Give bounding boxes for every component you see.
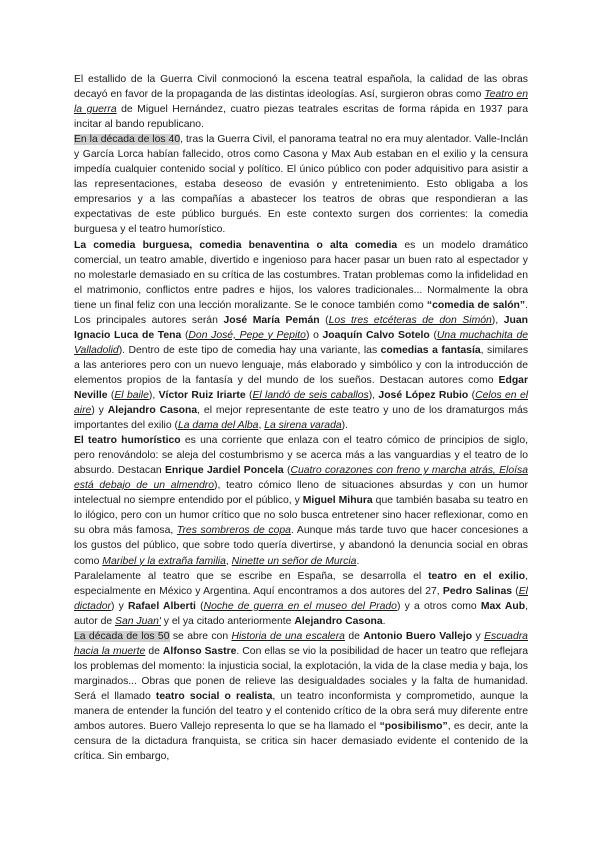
paragraph-decade-40s: En la década de los 40, tras la Guerra Civil, el panorama teatral no era muy alentador. Valle-Inclán y García Lorca habían fallecido, otros como Casona y Max Aub estaban en el exilio y la censura impedía cualquier contenido social y político. El único público con poder adquisitivo para asistir a las representaciones, estaba deseoso de evasión y entretenimiento. Esto obligaba a los empresarios y a las compañías a abastecer los teatros de obras que respondieran a las expectativas de este público burgués. En este contexto surgen dos corrientes: la comedia burguesa y el teatro humorístico.	[74, 134, 528, 236]
work-title: Los tres etcéteras de don Simón	[328, 314, 492, 326]
author-name: José María Pemán	[223, 314, 320, 326]
paragraph-teatro-exilio: Paralelamente al teatro que se escribe en España, se desarrolla el teatro en el exilio, especialmente en México y Argentina. Aquí encontramos a dos autores del 27, Pedro Salinas (El dictador) y Rafael Alberti (Noche de guerra en el museo del Prado) y a otros como Max Aub, autor de San Juan' y el ya citado anteriormente Alejandro Casona.	[74, 570, 529, 627]
author-name: Víctor Ruiz Iriarte	[158, 389, 246, 401]
bold-term: La comedia burguesa, comedia benaventina o alta comedia	[74, 239, 398, 251]
highlighted-heading: La década de los 50	[74, 630, 170, 642]
bold-term: El teatro humorístico	[74, 435, 181, 447]
work-title: El dictador	[74, 585, 528, 612]
work-title: Maribel y la extraña familia	[102, 555, 226, 567]
work-title: La sirena varada	[264, 420, 342, 432]
author-name: Antonio Buero Vallejo	[363, 630, 473, 642]
work-title: Una muchachita de Valladolid	[74, 329, 529, 356]
author-name: Alfonso Sastre	[162, 645, 237, 657]
bold-term: “posibilismo”	[379, 721, 448, 733]
author-name: Rafael Alberti	[128, 600, 196, 612]
paragraph-decade-50s: La década de los 50 se abre con Historia de una escalera de Antonio Buero Vallejo y Escuadra hacia la muerte de Alfonso Sastre. Con ellas se vio la posibilidad de hacer un teatro que reflejara los problemas del momento: la injusticia social, la explotación, la vida de la clase media y baja, los marginados... Obras que ponen de relieve las desigualdades sociales y la falta de humanidad. Será el llamado teatro social o realista, un teatro inconformista y comprometido, aunque la manera de entender la función del teatro y el contenido crítico de la obra será muy diferente entre ambos autores. Buero Vallejo representa lo que se ha llamado el “posibilismo”, es decir, ante la censura de la dictadura franquista, se critica sin hacer demasiado evidente el contenido de la crítica. Sin embargo,	[74, 630, 528, 763]
work-title: Historia de una escalera	[231, 630, 345, 642]
work-title: Teatro en la guerra	[74, 89, 528, 116]
work-title: Don José, Pepe y Pepito	[188, 329, 306, 341]
work-title: San Juan'	[115, 615, 161, 627]
body-text	[74, 72, 528, 764]
work-title: Ninette un señor de Murcia	[231, 555, 357, 567]
author-name: Enrique Jardiel Poncela	[164, 465, 284, 477]
author-name: Miguel Mihura	[302, 495, 373, 507]
work-title: Celos en el aire	[74, 389, 529, 417]
work-title: El landó de seis caballos	[252, 389, 369, 401]
author-name: Alejandro Casona	[107, 405, 198, 417]
bold-term: teatro social o realista	[155, 690, 273, 702]
bold-term: comedias a fantasía	[380, 344, 481, 356]
work-title: El baile	[114, 389, 149, 401]
paragraph-teatro-humoristico: El teatro humorístico es una corriente que enlaza con el teatro cómico de principios de siglo, pero renovándolo: se aleja del costumbrismo y se acerca más a las vanguardias y el teatro de lo absurdo. Destacan Enrique Jardiel Poncela (Cuatro corazones con freno y marcha atrás, Eloísa está debajo de un almendro), teatro cómico lleno de situaciones absurdas y con un humor intelectual no siempre entendido por el público, y Miguel Mihura que también basaba su teatro en lo ilógico, pero con un humor crítico que no solo busca entretener sino hacer reflexionar, como en su obra más famosa, Tres sombreros de copa. Aunque más tarde tuvo que hacer concesiones a los gustos del público, que sobre todo quería divertirse, y abandonó la denuncia social en obras como Maribel y la extraña familia, Ninette un señor de Murcia.	[74, 435, 529, 567]
author-name: Juan Ignacio Luca de Tena	[74, 314, 529, 341]
author-name: Pedro Salinas	[442, 585, 513, 597]
author-name: Joaquín Calvo Sotelo	[322, 329, 430, 341]
work-title: Cuatro corazones con freno y marcha atrás, Eloísa está debajo de un almendro	[74, 465, 529, 492]
work-title: Tres sombreros de copa	[176, 525, 291, 537]
work-title: Escuadra hacia la muerte	[74, 630, 528, 657]
author-name: Alejandro Casona	[294, 615, 383, 627]
paragraph-comedia-burguesa: La comedia burguesa, comedia benaventina o alta comedia es un modelo dramático comercial, un teatro amable, divertido e ingenioso para hacer pasar un buen rato al espectador y no molestarle demasiado en su crítica de las costumbres. Tratan problemas como la infidelidad en el matrimonio, conflictos entre padres e hijos, los valores tradicionales... Normalmente la obra tiene un final feliz con una lección moralizante. Se le conoce también como “comedia de salón”. Los principales autores serán José María Pemán (Los tres etcéteras de don Simón), Juan Ignacio Luca de Tena (Don José, Pepe y Pepito) o Joaquín Calvo Sotelo (Una muchachita de Valladolid). Dentro de este tipo de comedia hay una variante, las comedias a fantasía, similares a las anteriores pero con un nuevo lenguaje, más elaborado y simbólico y con la introducción de elementos propios de la fantasía y del mundo de los sueños. Destacan autores como Edgar Neville (El baile), Víctor Ruiz Iriarte (El landó de seis caballos), José López Rubio (Celos en el aire) y Alejandro Casona, el mejor representante de este teatro y uno de los dramaturgos más importantes del exilio (La dama del Alba, La sirena varada).	[74, 239, 529, 432]
author-name: Max Aub	[480, 600, 526, 612]
bold-term: teatro en el exilio	[428, 570, 526, 582]
bold-term: “comedia de salón”	[426, 299, 526, 311]
highlighted-heading: En la década de los 40	[74, 134, 181, 146]
author-name: Edgar Neville	[74, 374, 528, 401]
work-title: La dama del Alba	[177, 420, 259, 432]
author-name: José López Rubio	[378, 389, 469, 401]
paragraph-civil-war-theatre: El estallido de la Guerra Civil conmocionó la escena teatral española, la calidad de las obras decayó en favor de la propaganda de las distintas ideologías. Así, surgieron obras como Teatro en la guerra de Miguel Hernández, cuatro piezas teatrales escritas de forma rápida en 1937 para incitar al bando republicano.	[74, 74, 528, 131]
work-title: Noche de guerra en el museo del Prado	[203, 600, 397, 612]
